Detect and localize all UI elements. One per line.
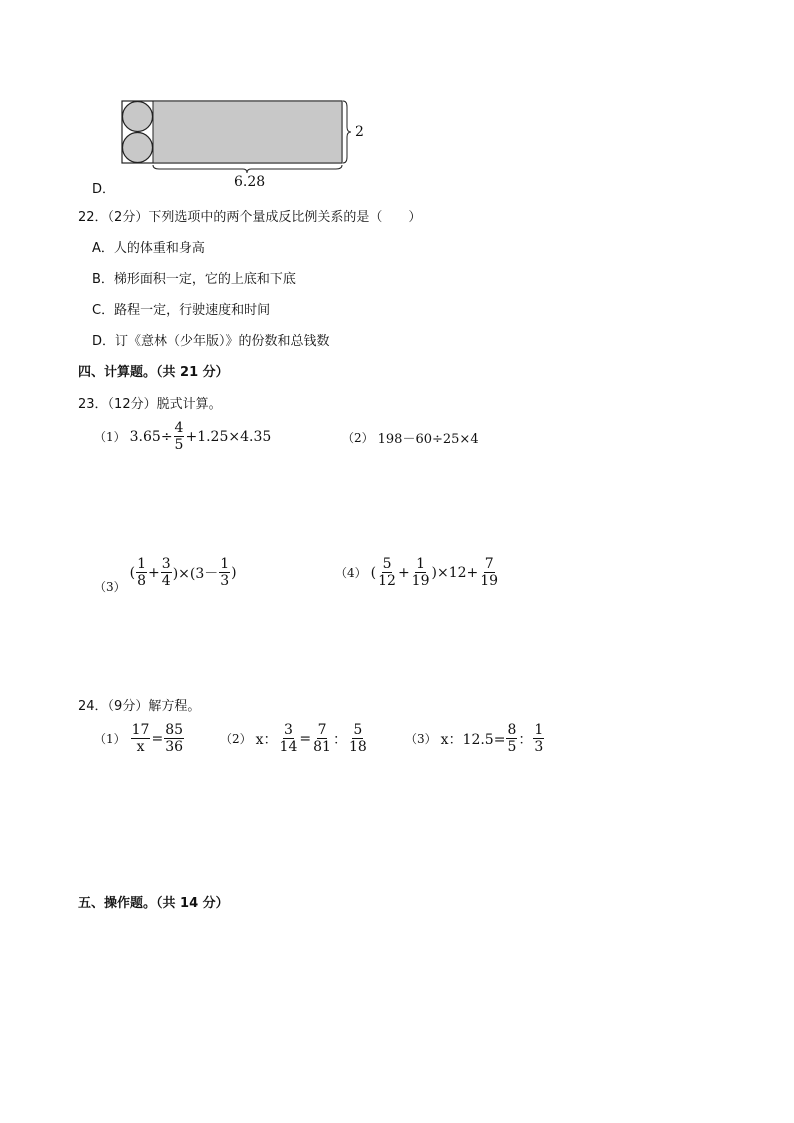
figure-option-label: D． (92, 182, 116, 197)
q24-title: 24．（9分）解方程。 (78, 699, 201, 714)
fraction: $\frac{5}{18}$ (348, 722, 367, 756)
figure-height-brace (343, 101, 351, 163)
fraction: $\frac{1}{3}$ (220, 556, 230, 590)
figure-length-brace (153, 165, 342, 173)
fraction: $\frac{3}{4}$ (161, 556, 171, 590)
fraction: $\frac{5}{12}$ (378, 556, 396, 590)
q24-part1: （1） $\frac{17}{x}$ = $\frac{85}{36}$ (94, 722, 184, 756)
q22-option-a: A．人的体重和身高 (92, 241, 205, 256)
figure-circle-bottom (123, 133, 153, 163)
q23-part4: （4） ( $\frac{5}{12}$ + $\frac{1}{19}$ )×12+ $\frac{7}{19}$ (335, 556, 499, 590)
fraction: $\frac{8}{5}$ (507, 722, 517, 756)
q23-part1: （1） 3.65÷ $\frac{4}{5}$ +1.25×4.35 (94, 420, 272, 454)
figure-height-label: 2 (355, 124, 364, 140)
q24-part2: （2） x： $\frac{3}{14}$ = $\frac{7}{81}$ ： $\frac{5}{18}$ (220, 722, 367, 756)
figure-length-label: 6.28 (234, 174, 266, 190)
fraction: $\frac{85}{36}$ (165, 722, 184, 756)
q23-title: 23．（12分）脱式计算。 (78, 397, 222, 412)
figure-shaded-rect (153, 101, 342, 163)
q22-option-d: D．订《意林（少年版）》的份数和总钱数 (92, 334, 330, 349)
figure-circle-top (123, 102, 153, 132)
q23-part2: （2） 198－60÷25×4 (342, 431, 479, 447)
fraction: $\frac{4}{5}$ (174, 420, 184, 454)
q22-option-c: C．路程一定，行驶速度和时间 (92, 303, 271, 318)
fraction: $\frac{1}{3}$ (534, 722, 544, 756)
fraction: $\frac{1}{19}$ (411, 556, 430, 590)
q23-part3: （3） ( $\frac{1}{8}$ + $\frac{3}{4}$ )×(3－ $\frac{1}{3}$ ) (94, 556, 237, 595)
section4-title: 四、计算题。（共 21 分） (78, 365, 229, 380)
fraction: $\frac{7}{81}$ (313, 722, 331, 756)
fraction: $\frac{17}{x}$ (131, 722, 150, 756)
q22-title: 22．（2分）下列选项中的两个量成反比例关系的是（ ） (78, 210, 422, 225)
fraction: $\frac{7}{19}$ (480, 556, 499, 590)
q22-option-b: B．梯形面积一定，它的上底和下底 (92, 272, 296, 287)
section5-title: 五、操作题。（共 14 分） (78, 896, 229, 911)
fraction: $\frac{3}{14}$ (279, 722, 298, 756)
fraction: $\frac{1}{8}$ (137, 556, 147, 590)
q24-part3: （3） x：12.5= $\frac{8}{5}$ ： $\frac{1}{3}$ (405, 722, 544, 756)
